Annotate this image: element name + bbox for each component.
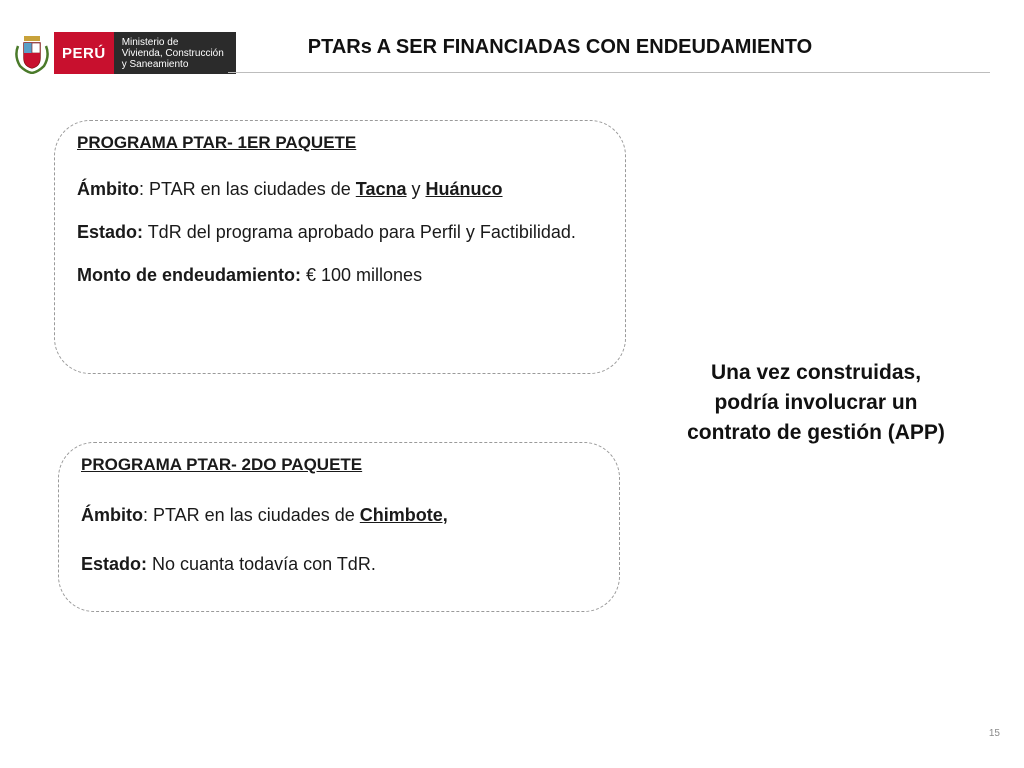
program-2-box [58, 442, 620, 612]
city-chimbote: Chimbote, [359, 505, 448, 525]
estado-text: No cuanta todavía con TdR. [147, 554, 376, 574]
ambito-text: : PTAR en las ciudades de [139, 179, 356, 199]
ambito-connector: y [406, 179, 426, 199]
app-callout [660, 358, 972, 448]
estado-label: Estado: [81, 554, 148, 574]
monto-text: € 100 millones [301, 265, 423, 285]
program-1-ambito [77, 176, 603, 203]
program-1-box [54, 120, 626, 374]
logo-country: PERÚ [54, 32, 114, 74]
logo-ministry-line: Vivienda, Construcción [121, 47, 224, 59]
ambito-label: Ámbito [81, 505, 143, 525]
estado-label: Estado: [77, 222, 144, 242]
program-2-ambito [81, 502, 597, 529]
ambito-label: Ámbito [77, 179, 139, 199]
logo-ministry [114, 32, 236, 74]
program-2-title: PROGRAMA PTAR- 2DO PAQUETE [81, 455, 363, 474]
program-2-estado [81, 551, 597, 578]
peru-coat-of-arms-icon [14, 32, 50, 74]
page-number: 15 [988, 728, 1000, 739]
monto-label: Monto de endeudamiento: [77, 265, 301, 285]
page-title: PTARs A SER FINANCIADAS CON ENDEUDAMIENTO [307, 36, 813, 58]
logo-ministry-line: y Saneamiento [121, 58, 189, 70]
callout-line: contrato de gestión (APP) [687, 421, 945, 444]
city-huanuco: Huánuco [425, 179, 503, 199]
callout-line: Una vez construidas, [710, 361, 922, 384]
program-1-title: PROGRAMA PTAR- 1ER PAQUETE [77, 133, 357, 152]
callout-line: podría involucrar un [714, 391, 918, 414]
city-tacna: Tacna [355, 179, 407, 199]
estado-text: TdR del programa aprobado para Perfil y Factibilidad. [143, 222, 576, 242]
ministry-logo [14, 32, 236, 74]
program-1-monto [77, 262, 603, 289]
ambito-text: : PTAR en las ciudades de [143, 505, 360, 525]
title-divider [228, 72, 990, 73]
program-1-estado [77, 219, 603, 246]
logo-ministry-line: Ministerio de [121, 36, 179, 48]
